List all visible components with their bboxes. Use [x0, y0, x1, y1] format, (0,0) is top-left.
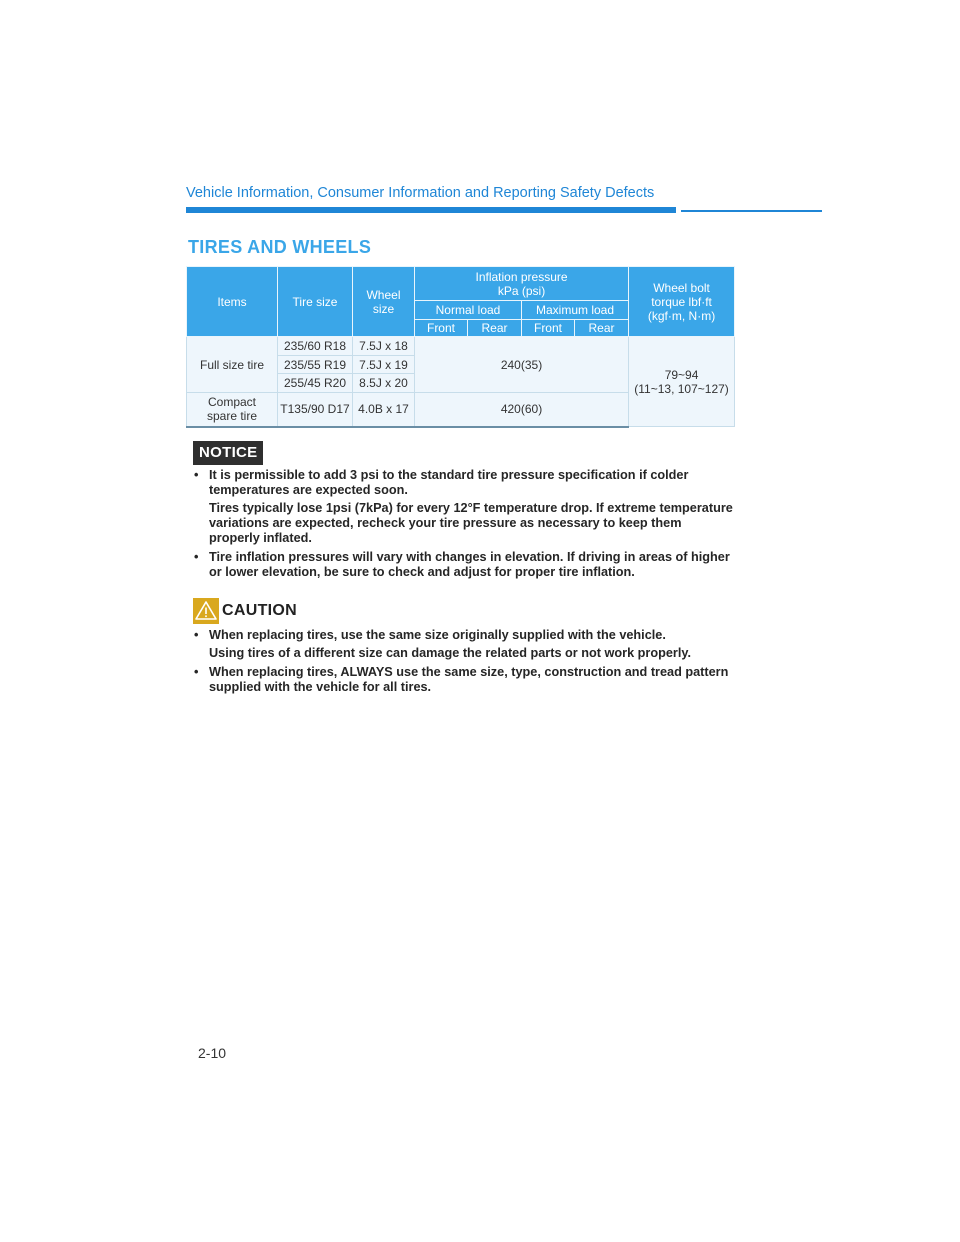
bullet-icon: •: [194, 468, 199, 482]
torque-value: 79~94: [664, 367, 699, 382]
header-inflation-pressure: Inflation pressure kPa (psi): [415, 267, 629, 301]
caution-list: [194, 628, 734, 699]
wheel-size-cell: 8.5J x 20: [353, 374, 415, 393]
section-title: TIRES AND WHEELS: [188, 237, 372, 257]
list-item: [194, 665, 734, 695]
list-item: [194, 550, 734, 580]
wheel-bolt-torque-cell: [629, 337, 735, 427]
header-normal-rear: Rear: [468, 320, 522, 337]
header-maximum-load: Maximum load: [522, 301, 629, 320]
torque-metric: (11~13, 107~127): [634, 381, 729, 396]
caution-item-text: When replacing tires, ALWAYS use the same size, type, construction and tread pattern supplied with the vehicle for all tires.: [209, 665, 729, 694]
header-normal-front: Front: [415, 320, 468, 337]
running-header-title: Vehicle Information, Consumer Information and Reporting Safety Defects: [186, 185, 655, 201]
list-item: [194, 468, 734, 546]
bullet-icon: •: [194, 628, 199, 642]
caution-item-text: When replacing tires, use the same size originally supplied with the vehicle.: [209, 628, 666, 642]
table-row: [187, 337, 735, 356]
header-rule-thick: [186, 207, 676, 213]
header-wheel-bolt-torque: Wheel bolt torque lbf·ft (kgf·m, N·m): [629, 267, 735, 337]
notice-item-text: Tire inflation pressures will vary with changes in elevation. If driving in areas of higher or lower elevation, be sure to check and adjust for proper tire inflation.: [209, 550, 730, 579]
compact-spare-tire-label: Compact spare tire: [187, 393, 278, 427]
notice-item-text: It is permissible to add 3 psi to the standard tire pressure specification if colder temperatures are expected soon.: [209, 468, 689, 497]
compact-pressure-cell: 420(60): [415, 393, 629, 427]
header-rule-thin: [681, 210, 822, 212]
page-number: 2-10: [198, 1045, 227, 1061]
caution-label: CAUTION: [222, 602, 297, 619]
header-wheel-size: Wheel size: [353, 267, 415, 337]
wheel-size-cell: 7.5J x 19: [353, 356, 415, 374]
tire-size-cell: 255/45 R20: [278, 374, 353, 393]
tires-wheels-table: [186, 266, 735, 428]
header-items: Items: [187, 267, 278, 337]
wheel-size-cell: 4.0B x 17: [353, 393, 415, 427]
header-maximum-rear: Rear: [575, 320, 629, 337]
tire-size-cell: T135/90 D17: [278, 393, 353, 427]
wheel-size-cell: 7.5J x 18: [353, 337, 415, 356]
full-size-pressure-cell: 240(35): [415, 337, 629, 393]
header-maximum-front: Front: [522, 320, 575, 337]
caution-item-subtext: Using tires of a different size can damage the related parts or not work properly.: [209, 646, 692, 660]
header-normal-load: Normal load: [415, 301, 522, 320]
tire-size-cell: 235/60 R18: [278, 337, 353, 356]
list-item: [194, 628, 734, 661]
notice-list: [194, 468, 734, 584]
notice-item-subtext: Tires typically lose 1psi (7kPa) for every 12°F temperature drop. If extreme temperature variations are expected, recheck your tire pressure as necessary to keep them properly inflated.: [209, 501, 733, 545]
full-size-tire-label: Full size tire: [187, 337, 278, 393]
header-tire-size: Tire size: [278, 267, 353, 337]
tire-size-cell: 235/55 R19: [278, 356, 353, 374]
notice-label: NOTICE: [193, 441, 263, 465]
bullet-icon: •: [194, 665, 199, 679]
bullet-icon: •: [194, 550, 199, 564]
warning-triangle-icon: [193, 598, 219, 624]
